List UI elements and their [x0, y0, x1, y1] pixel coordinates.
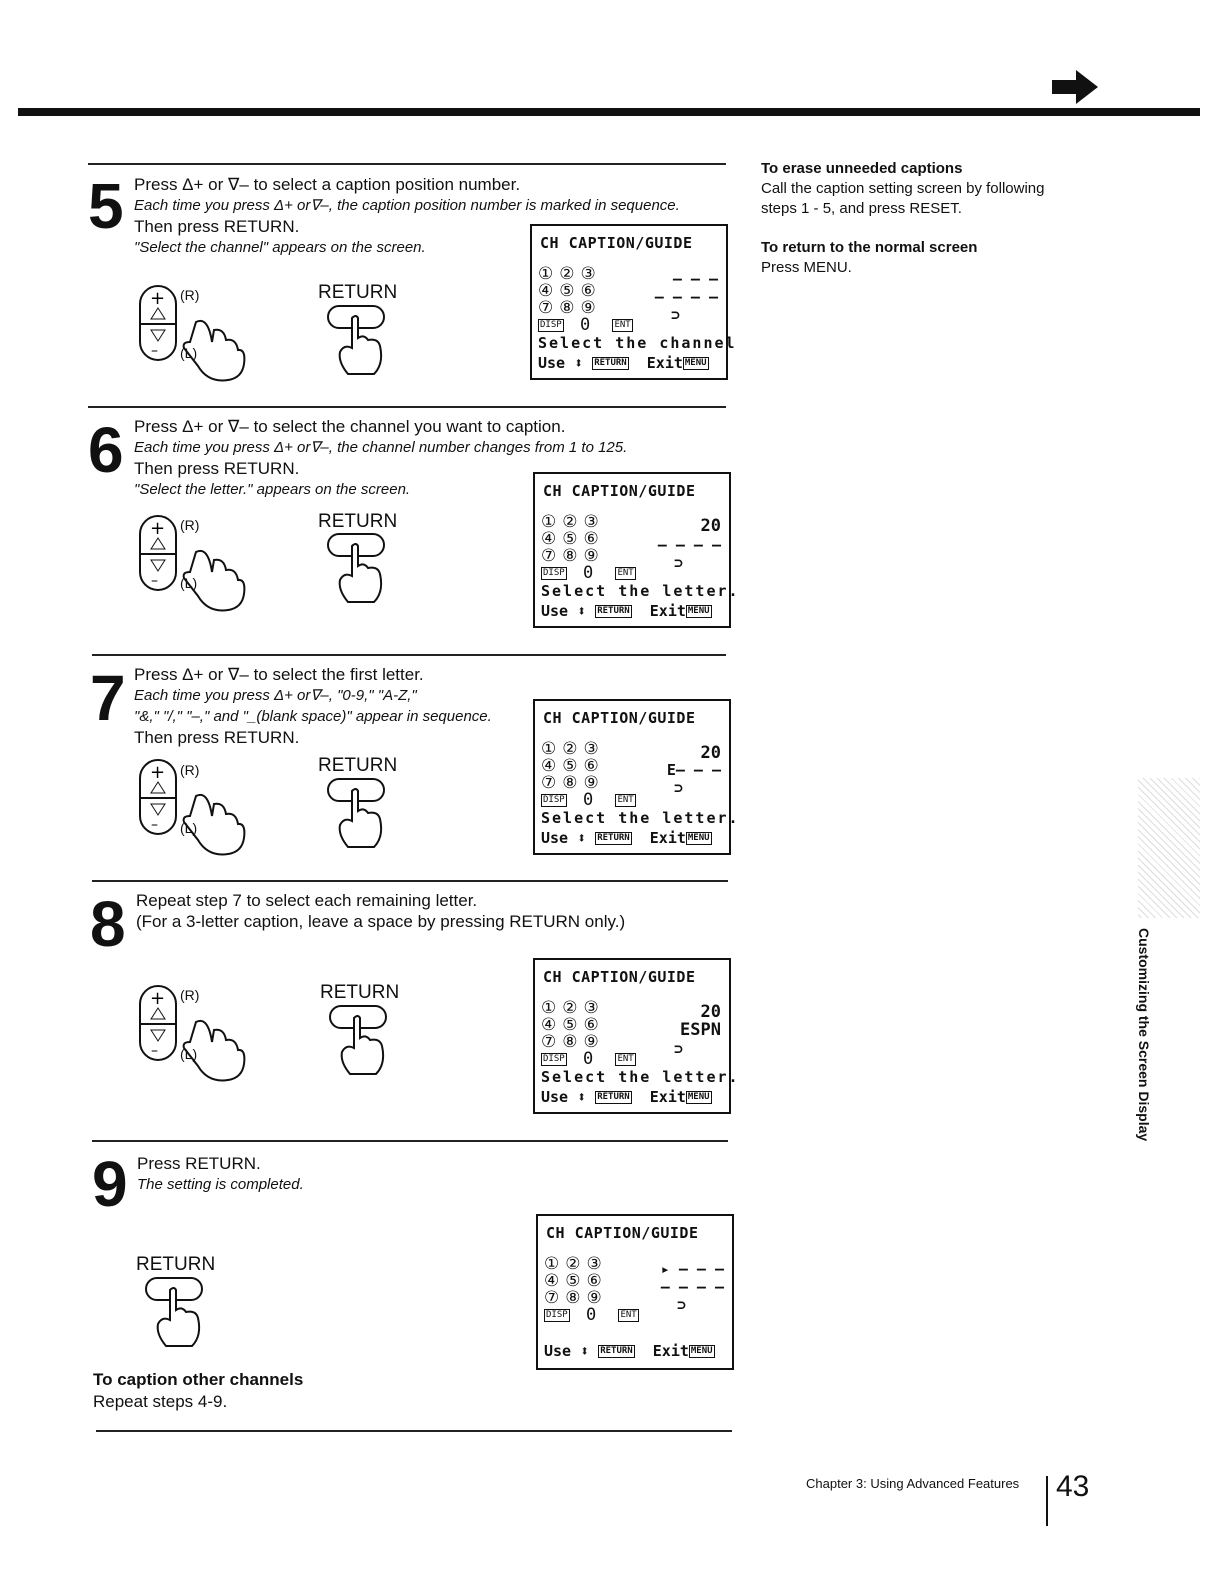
ent-badge: ENT	[617, 1053, 634, 1064]
svg-text:–: –	[151, 1043, 158, 1059]
osd-value-2: ESPN	[680, 1020, 721, 1040]
svg-text:+: +	[150, 288, 166, 309]
osd-use-line: Use ⬍ RETURN Exit MENU	[541, 602, 710, 620]
osd-screen-step-8	[533, 958, 740, 1114]
osd-cursor: ⊃	[670, 306, 680, 324]
osd-value-2: – – – –	[654, 288, 718, 306]
osd-select-prompt: Select the letter.	[541, 1068, 740, 1086]
osd-cursor: ⊃	[673, 779, 683, 797]
osd-screen-step-5	[530, 224, 737, 380]
step-9-rule	[92, 1140, 728, 1142]
chapter-side-label: Customizing the Screen Display	[1136, 928, 1152, 1142]
step-8-rule	[92, 880, 728, 882]
osd-title: CH CAPTION/GUIDE	[543, 482, 696, 500]
step-6-rule	[88, 406, 726, 408]
step-5-number: 5	[88, 170, 124, 242]
step-7-rule	[92, 654, 726, 656]
osd-screen-step-7	[533, 699, 740, 855]
osd-screen-step-6	[533, 472, 740, 628]
return-button-hand-icon	[322, 777, 392, 851]
step-7-text: Press Δ+ or ∇– to select the first letter. Each time you press Δ+ or∇–, "0-9," "A-Z," "&," "/," "–," and "_(blank space)" appear in sequence. Then press RETURN.	[134, 665, 492, 747]
step-8-text: Repeat step 7 to select each remaining letter. (For a 3-letter caption, leave a space by pressing RETURN only.)	[136, 891, 626, 931]
osd-number-grid: ①②③ ④⑤⑥ ⑦⑧⑨ DISP 0 ENT	[541, 998, 634, 1069]
osd-cursor: ⊃	[673, 1040, 683, 1058]
step-7-number: 7	[90, 662, 126, 734]
rocker-r-label: (R)	[180, 287, 200, 303]
ent-badge: ENT	[620, 1309, 637, 1320]
step-9-text: Press RETURN. The setting is completed.	[137, 1154, 304, 1193]
return-button-hand-icon	[324, 1004, 394, 1078]
osd-cursor: ⊃	[676, 1296, 686, 1314]
svg-text:+: +	[150, 762, 166, 783]
osd-value-2: – – – –	[657, 536, 721, 554]
caption-other-title: To caption other channels	[93, 1370, 304, 1389]
svg-text:–: –	[151, 343, 158, 359]
osd-title: CH CAPTION/GUIDE	[540, 234, 693, 252]
svg-text:–: –	[151, 817, 158, 833]
return-label: RETURN	[136, 1254, 216, 1275]
rocker-r-label: (R)	[180, 762, 200, 778]
step-6-text: Press Δ+ or ∇– to select the channel you want to caption. Each time you press Δ+ or∇–, the channel number changes from 1 to 125. Then press RETURN. "Select the letter." appears on the screen.	[134, 417, 628, 498]
disp-badge: DISP	[543, 567, 565, 578]
step-8-number: 8	[90, 888, 126, 960]
osd-use-line: Use ⬍ RETURN Exit MENU	[541, 829, 710, 847]
osd-value-1: 20	[700, 743, 721, 763]
osd-value-1: 20	[700, 516, 721, 536]
disp-badge: DISP	[543, 1053, 565, 1064]
svg-text:+: +	[150, 988, 166, 1009]
return-normal-title: To return to the normal screen	[761, 239, 978, 256]
ent-badge: ENT	[617, 567, 634, 578]
rocker-l-label: (L)	[180, 345, 198, 361]
step-5-text: Press Δ+ or ∇– to select a caption position number. Each time you press Δ+ or∇–, the caption position number is marked in sequence. Then press RETURN. "Select the channel" appears on the screen.	[134, 175, 680, 256]
osd-value-1: – – –	[672, 270, 718, 288]
return-label: RETURN	[318, 755, 398, 776]
osd-screen-step-9	[536, 1214, 734, 1370]
osd-use-line: Use ⬍ RETURN Exit MENU	[544, 1342, 713, 1360]
disp-badge: DISP	[543, 794, 565, 805]
caption-other-text: Repeat steps 4-9.	[93, 1392, 228, 1411]
return-button-hand-icon	[322, 532, 392, 606]
osd-number-grid: ①②③ ④⑤⑥ ⑦⑧⑨ DISP 0 ENT	[544, 1254, 637, 1325]
disp-badge: DISP	[546, 1309, 568, 1320]
chapter-side-tab	[1138, 778, 1200, 918]
header-rule	[18, 108, 1200, 116]
osd-value-1: ▸ – – –	[660, 1260, 724, 1278]
osd-number-grid: ①②③ ④⑤⑥ ⑦⑧⑨ DISP 0 ENT	[541, 739, 634, 810]
rocker-r-label: (R)	[180, 987, 200, 1003]
osd-title: CH CAPTION/GUIDE	[546, 1224, 699, 1242]
osd-cursor: ⊃	[673, 554, 683, 572]
svg-text:+: +	[150, 518, 166, 539]
return-button-hand-icon	[322, 304, 392, 378]
svg-text:–: –	[151, 573, 158, 589]
osd-title: CH CAPTION/GUIDE	[543, 709, 696, 727]
disp-badge: DISP	[540, 319, 562, 330]
step-6-number: 6	[88, 414, 124, 486]
erase-captions-title: To erase unneeded captions	[761, 160, 963, 177]
rocker-l-label: (L)	[180, 820, 198, 836]
sidebar-notes	[761, 160, 1081, 278]
caption-other-note	[93, 1370, 303, 1412]
ent-badge: ENT	[614, 319, 631, 330]
next-page-arrow-icon	[1052, 70, 1098, 104]
osd-value-2: E– – –	[666, 761, 721, 779]
return-label: RETURN	[320, 982, 400, 1003]
footer-divider	[1046, 1476, 1048, 1526]
osd-select-prompt: Select the letter.	[541, 809, 740, 827]
erase-captions-text: Call the caption setting screen by following steps 1 - 5, and press RESET.	[761, 180, 1045, 217]
osd-value-2: – – – –	[660, 1278, 724, 1296]
bottom-rule	[96, 1430, 732, 1432]
rocker-l-label: (L)	[180, 575, 198, 591]
footer-chapter: Chapter 3: Using Advanced Features	[806, 1476, 1020, 1491]
osd-number-grid: ①②③ ④⑤⑥ ⑦⑧⑨ DISP 0 ENT	[538, 264, 631, 335]
rocker-r-label: (R)	[180, 517, 200, 533]
return-button-hand-icon	[140, 1276, 210, 1350]
return-label: RETURN	[318, 282, 398, 303]
return-label: RETURN	[318, 511, 398, 532]
osd-number-grid: ①②③ ④⑤⑥ ⑦⑧⑨ DISP 0 ENT	[541, 512, 634, 583]
osd-use-line: Use ⬍ RETURN Exit MENU	[538, 354, 707, 372]
osd-value-1: 20	[700, 1002, 721, 1022]
return-normal-text: Press MENU.	[761, 259, 852, 276]
osd-select-prompt: Select the letter.	[541, 582, 740, 600]
page-number: 43	[1056, 1470, 1090, 1503]
osd-use-line: Use ⬍ RETURN Exit MENU	[541, 1088, 710, 1106]
osd-title: CH CAPTION/GUIDE	[543, 968, 696, 986]
rocker-l-label: (L)	[180, 1046, 198, 1062]
step-5-rule	[88, 163, 726, 165]
step-9-number: 9	[92, 1148, 128, 1220]
ent-badge: ENT	[617, 794, 634, 805]
osd-select-prompt: Select the channel	[538, 334, 737, 352]
